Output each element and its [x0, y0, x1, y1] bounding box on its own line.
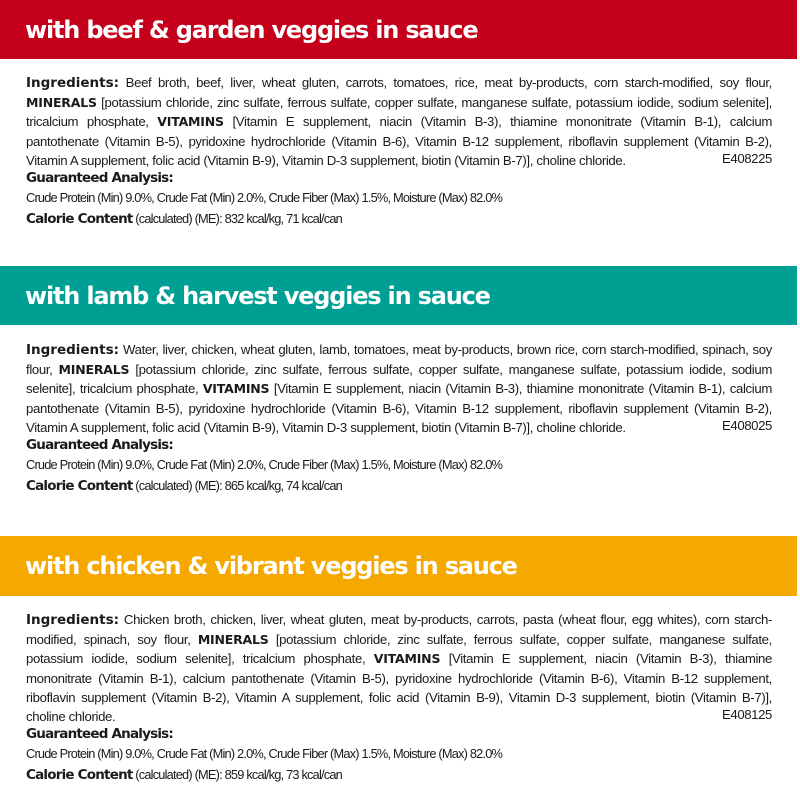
guaranteed-analysis-text: Crude Protein (Min) 9.0%, Crude Fat (Min) 2.0%, Crude Fiber (Max) 1.5%, Moisture (Max) 82.0%: [26, 456, 503, 472]
guaranteed-analysis-label: Guaranteed Analysis:: [26, 436, 174, 453]
lamb-variety-title: with lamb & harvest veggies in sauce: [25, 281, 490, 310]
chicken-variety-title: with chicken & vibrant veggies in sauce: [25, 552, 517, 580]
guaranteed-analysis-text: Crude Protein (Min) 9.0%, Crude Fat (Min) 2.0%, Crude Fiber (Max) 1.5%, Moisture (Max) 82.0%: [26, 746, 503, 762]
minerals-label: MINERALS: [58, 362, 130, 378]
ingredients-text: Beef broth, beef, liver, wheat gluten, carrots, tomatoes, rice, meat by-products, corn starch-modified, soy flour,: [119, 75, 772, 90]
calorie-content: [26, 476, 772, 496]
ingredients-label: Ingredients:: [26, 342, 120, 358]
minerals-label: MINERALS: [197, 632, 269, 648]
guaranteed-analysis-text: Crude Protein (Min) 9.0%, Crude Fat (Min) 2.0%, Crude Fiber (Max) 1.5%, Moisture (Max) 82.0%: [26, 189, 503, 205]
ingredients-text: Chicken broth, chicken, liver, wheat gluten, meat by-products, carrots, pasta (wheat flour, egg whites), corn starch-modified, spinach, soy flour,: [26, 612, 772, 648]
guaranteed-analysis-label: Guaranteed Analysis:: [26, 726, 174, 743]
vitamins-label: VITAMINS: [202, 381, 270, 397]
chicken-variety-header: [0, 536, 797, 596]
lamb-variety-details: [26, 340, 772, 496]
guaranteed-analysis-label: Guaranteed Analysis:: [26, 169, 174, 186]
beef-variety-details: [26, 73, 772, 229]
calorie-content-value: (calculated) (ME): 832 kcal/kg, 71 kcal/can: [132, 210, 342, 226]
ingredients-text: Water, liver, chicken, wheat gluten, lamb, tomatoes, meat by-products, brown rice, corn starch-modified, spinach, soy flour,: [26, 342, 772, 378]
product-code: E408025: [721, 417, 772, 433]
beef-variety-title: with beef & garden veggies in sauce: [25, 15, 478, 44]
vitamins-list: [Vitamin E supplement, niacin (Vitamin B-3), thiamine mononitrate (Vitamin B-1), calcium pantothenate (Vitamin B-5), pyridoxine hydrochloride (Vitamin B-6), Vitamin B-12 supplement, riboflavin supplement (Vitamin B-2), Vitamin A supplement, folic acid (Vitamin B-9), Vitamin D-3 supplement, biotin (Vitamin B-7)], choline chloride.: [26, 381, 772, 435]
vitamins-list: [Vitamin E supplement, niacin (Vitamin B-3), thiamine mononitrate (Vitamin B-1), calcium pantothenate (Vitamin B-5), pyridoxine hydrochloride (Vitamin B-6), Vitamin B-12 supplement, riboflavin supplement (Vitamin B-2), Vitamin A supplement, folic acid (Vitamin B-9), Vitamin D-3 supplement, biotin (Vitamin B-7)], choline chloride.: [26, 114, 772, 168]
vitamins-label: VITAMINS: [157, 114, 224, 130]
code-row: [26, 707, 772, 722]
product-code: E408225: [721, 150, 772, 166]
vitamins-list: [Vitamin E supplement, niacin (Vitamin B-3), thiamine mononitrate (Vitamin B-1), calcium pantothenate (Vitamin B-5), pyridoxine hydrochloride (Vitamin B-6), Vitamin B-12 supplement, riboflavin supplement (Vitamin B-2), Vitamin A supplement, folic acid (Vitamin B-9), Vitamin D-3 supplement, biotin (Vitamin B-7)], choline chloride.: [26, 651, 773, 725]
lamb-variety-header: [0, 266, 797, 325]
minerals-label: MINERALS: [26, 95, 97, 111]
calorie-content-value: (calculated) (ME): 859 kcal/kg, 73 kcal/can: [132, 767, 342, 783]
ingredients-label: Ingredients:: [26, 612, 120, 628]
chicken-variety-details: [26, 610, 772, 785]
calorie-content-label: Calorie Content: [26, 767, 133, 784]
vitamins-label: VITAMINS: [373, 651, 441, 667]
beef-variety-header: [0, 0, 797, 59]
calorie-content-label: Calorie Content: [26, 477, 133, 494]
calorie-content-label: Calorie Content: [26, 210, 133, 227]
calorie-content-value: (calculated) (ME): 865 kcal/kg, 74 kcal/can: [132, 477, 342, 493]
calorie-content: [26, 209, 772, 229]
minerals-list: [potassium chloride, zinc sulfate, ferrous sulfate, copper sulfate, manganese sulfate, potassium iodide, sodium selenite], tricalcium phosphate,: [26, 362, 772, 397]
ingredients-label: Ingredients:: [26, 75, 120, 91]
calorie-content: [26, 765, 772, 785]
minerals-list: [potassium chloride, zinc sulfate, ferrous sulfate, copper sulfate, manganese sulfate, potassium iodide, sodium selenite], tricalcium phosphate,: [26, 632, 772, 667]
product-code: E408125: [721, 707, 772, 723]
minerals-list: [potassium chloride, zinc sulfate, ferrous sulfate, copper sulfate, manganese sulfate, potassium iodide, sodium selenite], tricalcium phosphate,: [26, 95, 772, 130]
